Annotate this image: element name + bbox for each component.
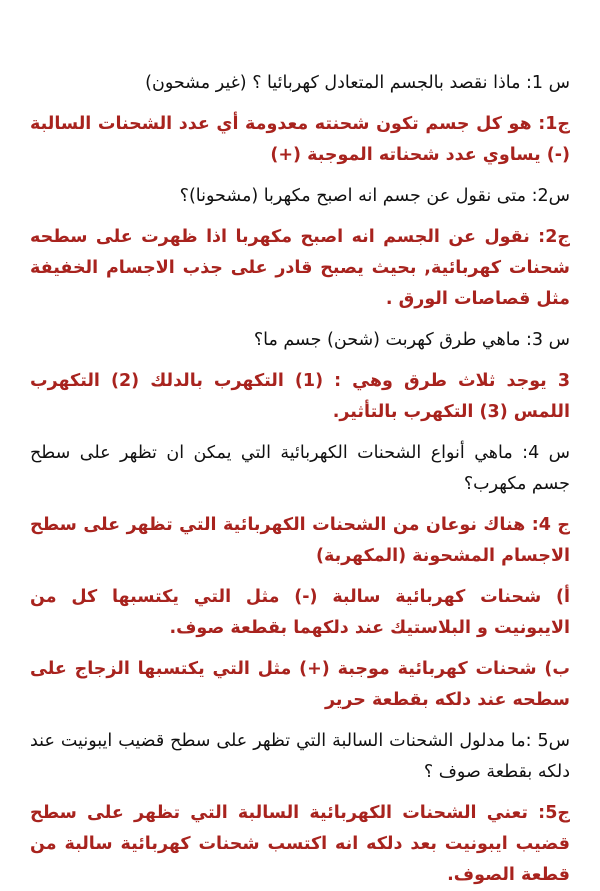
question-2: س2: متى نقول عن جسم انه اصبح مكهربا (مشحونا)؟ <box>179 186 570 206</box>
answer-3: 3 يوجد ثلاث طرق وهي : (1) التكهرب بالدلك (2) التكهرب اللمس (3) التكهرب بالتأثير. <box>30 371 570 422</box>
answer-4: ج 4: هناك نوعان من الشحنات الكهربائية التي تظهر على سطح الاجسام المشحونة (المكهربة) <box>30 515 570 566</box>
question-1: س 1: ماذا نقصد بالجسم المتعادل كهربائيا ؟ (غير مشحون) <box>145 73 570 93</box>
question-5: س5 :ما مدلول الشحنات السالبة التي تظهر على سطح قضيب ايبونيت عند دلكه بقطعة صوف ؟ <box>30 731 570 782</box>
answer-4-part-a: أ) شحنات كهربائية سالبة (-) مثل التي يكتسبها كل من الايبونيت و البلاستيك عند دلكهما بقطعة صوف. <box>30 587 570 638</box>
question-4: س 4: ماهي أنواع الشحنات الكهربائية التي يمكن ان تظهر على سطح جسم مكهرب؟ <box>30 443 570 494</box>
answer-5: ج5: تعني الشحنات الكهربائية السالبة التي تظهر على سطح قضيب ايبونيت بعد دلكه انه اكتسب شحنات كهربائية سالبة من قطعة الصوف. <box>30 803 570 885</box>
question-3: س 3: ماهي طرق كهربت (شحن) جسم ما؟ <box>253 330 570 350</box>
answer-1: ج1: هو كل جسم تكون شحنته معدومة أي عدد الشحنات السالبة (-) يساوي عدد شحناته الموجبة (+) <box>30 114 570 165</box>
answer-2: ج2: نقول عن الجسم انه اصبح مكهربا اذا ظهرت على سطحه شحنات كهربائية, بحيث يصبح قادر على جذب الاجسام الخفيفة مثل قصاصات الورق . <box>30 227 570 309</box>
answer-4-part-b: ب) شحنات كهربائية موجبة (+) مثل التي يكتسبها الزجاج على سطحه عند دلكه بقطعة حرير <box>30 659 570 710</box>
